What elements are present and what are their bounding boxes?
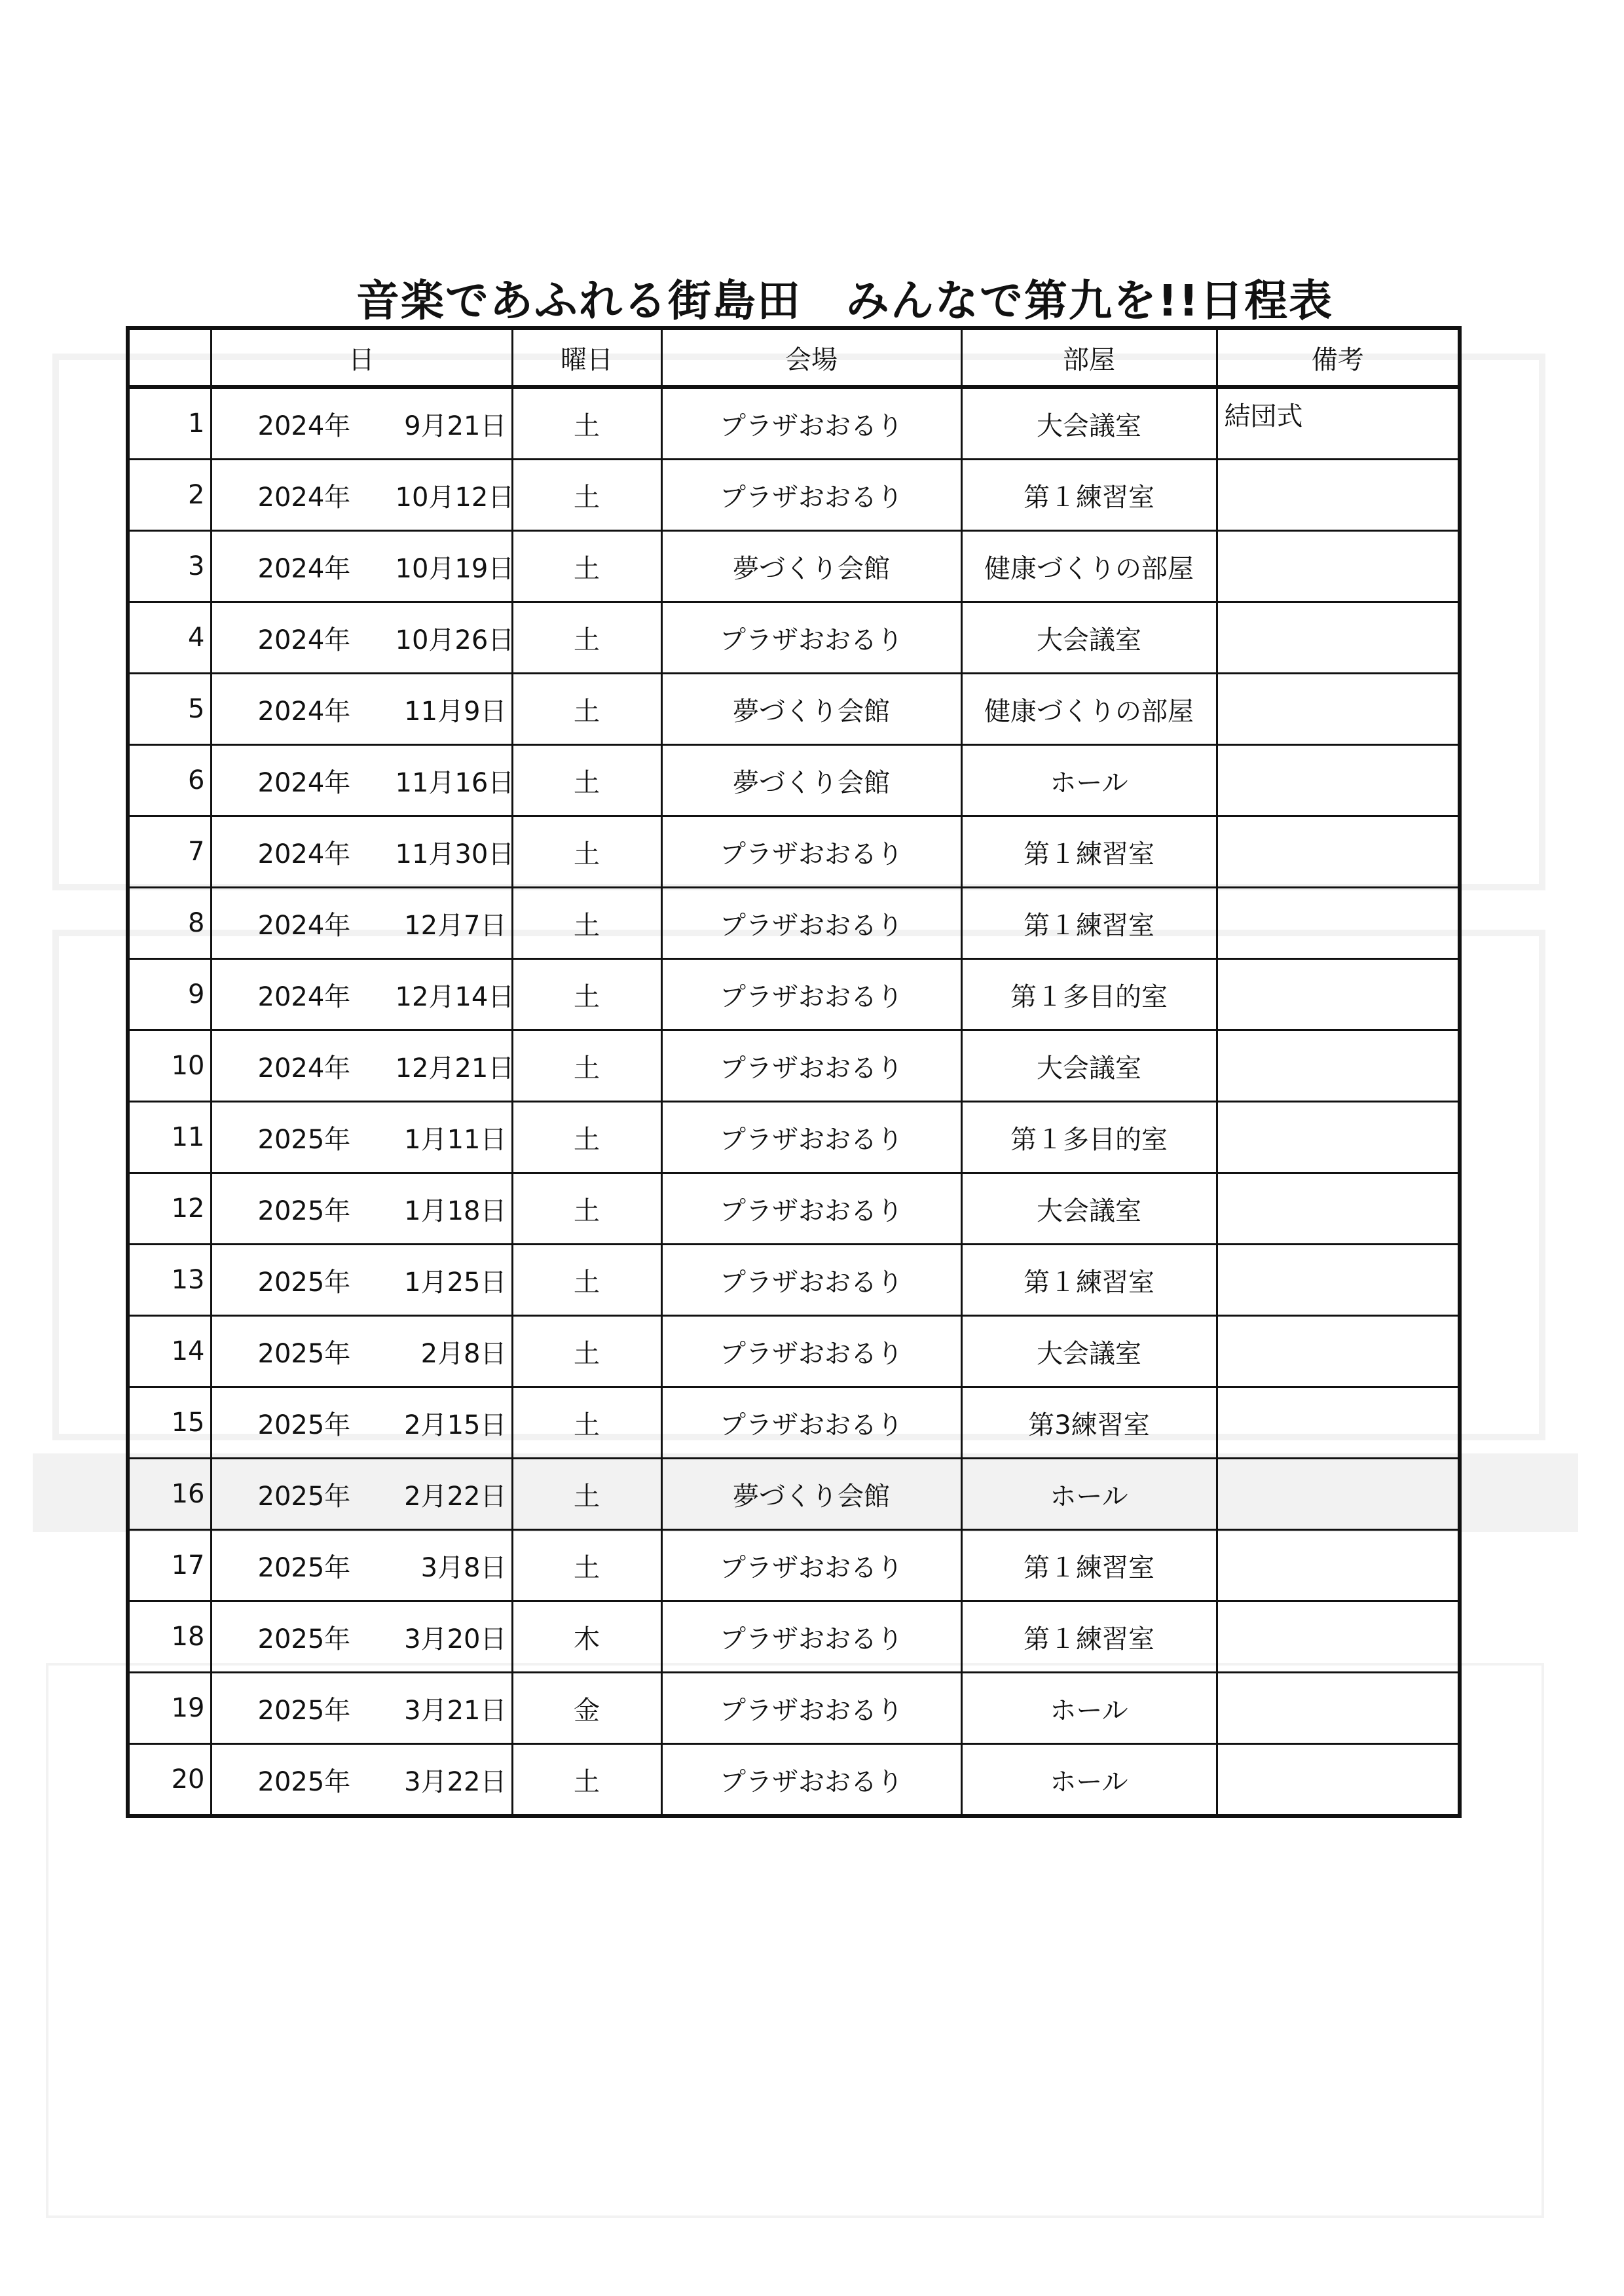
row-venue: プラザおおるり <box>661 1387 961 1459</box>
row-month-day: 3月20日 <box>404 1624 507 1654</box>
row-date <box>211 1316 512 1387</box>
header-number <box>128 328 211 387</box>
row-room: 大会議室 <box>961 387 1217 460</box>
row-year: 2025年 <box>257 1552 351 1583</box>
table-row <box>128 1387 1460 1459</box>
row-venue: プラザおおるり <box>661 1102 961 1173</box>
row-note <box>1217 1316 1460 1387</box>
row-year: 2024年 <box>257 410 351 441</box>
row-note <box>1217 1459 1460 1530</box>
row-year: 2025年 <box>257 1410 351 1440</box>
table-row <box>128 1173 1460 1245</box>
row-room: ホール <box>961 1744 1217 1817</box>
row-date <box>211 1030 515 1102</box>
row-number: 4 <box>128 602 211 674</box>
row-venue: プラザおおるり <box>661 1673 961 1744</box>
row-weekday: 土 <box>512 674 661 745</box>
row-weekday: 土 <box>512 1387 661 1459</box>
table-row <box>128 387 1460 460</box>
table-row <box>128 602 1460 674</box>
row-venue: プラザおおるり <box>661 959 961 1030</box>
row-date <box>211 745 515 816</box>
header-venue: 会場 <box>661 328 961 387</box>
row-room: 第3練習室 <box>961 1387 1217 1459</box>
row-note: 結団式 <box>1217 387 1460 460</box>
row-venue: プラザおおるり <box>661 816 961 888</box>
row-month-day: 3月21日 <box>404 1695 507 1726</box>
header-note: 備考 <box>1217 328 1460 387</box>
row-month-day: 11月16日 <box>395 767 515 798</box>
row-number: 20 <box>128 1744 211 1817</box>
row-month-day: 3月8日 <box>420 1552 507 1583</box>
row-weekday: 土 <box>512 1102 661 1173</box>
page-title: 音楽であふれる街島田 みんなで第九を!!日程表 <box>356 276 1334 327</box>
row-date <box>211 387 512 460</box>
row-year: 2024年 <box>257 910 351 941</box>
row-note <box>1217 674 1460 745</box>
row-month-day: 3月22日 <box>404 1766 507 1797</box>
row-month-day: 12月14日 <box>395 981 515 1012</box>
row-weekday: 土 <box>512 460 661 531</box>
table-row <box>128 1744 1460 1817</box>
row-number: 17 <box>128 1530 211 1601</box>
row-room: ホール <box>961 745 1217 816</box>
header-date: 日 <box>211 328 512 387</box>
row-venue: プラザおおるり <box>661 387 961 460</box>
row-date <box>211 959 515 1030</box>
row-venue: プラザおおるり <box>661 1744 961 1817</box>
row-note <box>1217 888 1460 959</box>
row-number: 9 <box>128 959 211 1030</box>
row-year: 2024年 <box>257 625 351 655</box>
row-year: 2024年 <box>257 1053 351 1084</box>
row-weekday: 土 <box>512 816 661 888</box>
row-note <box>1217 1387 1460 1459</box>
table-row <box>128 816 1460 888</box>
row-weekday: 土 <box>512 531 661 602</box>
row-note <box>1217 1744 1460 1817</box>
row-year: 2025年 <box>257 1124 351 1155</box>
row-room: 第１練習室 <box>961 1530 1217 1601</box>
row-number: 13 <box>128 1245 211 1316</box>
row-venue: 夢づくり会館 <box>661 674 961 745</box>
table-header-row <box>128 328 1460 387</box>
table-row <box>128 959 1460 1030</box>
row-month-day: 2月15日 <box>404 1410 507 1440</box>
row-number: 11 <box>128 1102 211 1173</box>
row-room: 大会議室 <box>961 1316 1217 1387</box>
row-date <box>211 1601 512 1673</box>
row-weekday: 土 <box>512 387 661 460</box>
row-year: 2025年 <box>257 1338 351 1369</box>
row-number: 1 <box>128 387 211 460</box>
table-row <box>128 1030 1460 1102</box>
row-weekday: 土 <box>512 745 661 816</box>
row-year: 2025年 <box>257 1195 351 1226</box>
schedule-rows <box>128 387 1460 1816</box>
row-month-day: 11月9日 <box>404 696 507 727</box>
row-note <box>1217 959 1460 1030</box>
row-room: 大会議室 <box>961 602 1217 674</box>
row-venue: プラザおおるり <box>661 1245 961 1316</box>
row-room: 健康づくりの部屋 <box>961 674 1217 745</box>
row-month-day: 10月26日 <box>395 625 515 655</box>
row-number: 3 <box>128 531 211 602</box>
row-date <box>211 460 515 531</box>
row-date <box>211 816 515 888</box>
row-room: 第１練習室 <box>961 888 1217 959</box>
row-month-day: 2月22日 <box>404 1481 507 1512</box>
table-row <box>128 888 1460 959</box>
row-year: 2024年 <box>257 482 351 513</box>
row-number: 16 <box>128 1459 211 1530</box>
row-note <box>1217 1245 1460 1316</box>
row-month-day: 1月25日 <box>404 1267 507 1298</box>
row-weekday: 木 <box>512 1601 661 1673</box>
row-room: 大会議室 <box>961 1173 1217 1245</box>
row-number: 15 <box>128 1387 211 1459</box>
row-venue: プラザおおるり <box>661 888 961 959</box>
row-number: 8 <box>128 888 211 959</box>
row-year: 2024年 <box>257 767 351 798</box>
row-note <box>1217 1530 1460 1601</box>
row-note <box>1217 1601 1460 1673</box>
row-month-day: 12月7日 <box>404 910 507 941</box>
row-room: ホール <box>961 1673 1217 1744</box>
row-year: 2024年 <box>257 839 351 869</box>
row-note <box>1217 745 1460 816</box>
row-room: 第１練習室 <box>961 460 1217 531</box>
row-month-day: 2月8日 <box>420 1338 507 1369</box>
row-weekday: 土 <box>512 888 661 959</box>
row-date <box>211 1744 512 1817</box>
table-row <box>128 674 1460 745</box>
row-room: 第１練習室 <box>961 1601 1217 1673</box>
row-weekday: 土 <box>512 1459 661 1530</box>
row-note <box>1217 816 1460 888</box>
row-date <box>211 1245 512 1316</box>
header-weekday: 曜日 <box>512 328 661 387</box>
row-weekday: 土 <box>512 1316 661 1387</box>
row-weekday: 金 <box>512 1673 661 1744</box>
row-year: 2025年 <box>257 1695 351 1726</box>
row-month-day: 9月21日 <box>404 410 507 441</box>
row-month-day: 10月12日 <box>395 482 515 513</box>
row-note <box>1217 531 1460 602</box>
row-room: 第１多目的室 <box>961 1102 1217 1173</box>
row-venue: 夢づくり会館 <box>661 1459 961 1530</box>
row-number: 12 <box>128 1173 211 1245</box>
row-weekday: 土 <box>512 959 661 1030</box>
row-venue: プラザおおるり <box>661 1173 961 1245</box>
row-weekday: 土 <box>512 602 661 674</box>
row-date <box>211 1173 512 1245</box>
table-row <box>128 1102 1460 1173</box>
row-date <box>211 602 515 674</box>
row-venue: プラザおおるり <box>661 1530 961 1601</box>
row-date <box>211 1459 512 1530</box>
row-venue: プラザおおるり <box>661 460 961 531</box>
row-room: 第１多目的室 <box>961 959 1217 1030</box>
row-weekday: 土 <box>512 1173 661 1245</box>
row-number: 19 <box>128 1673 211 1744</box>
row-note <box>1217 1173 1460 1245</box>
row-month-day: 11月30日 <box>395 839 515 869</box>
row-venue: 夢づくり会館 <box>661 531 961 602</box>
table-row <box>128 1530 1460 1601</box>
table-row <box>128 1316 1460 1387</box>
row-room: 大会議室 <box>961 1030 1217 1102</box>
row-venue: プラザおおるり <box>661 1030 961 1102</box>
row-note <box>1217 1673 1460 1744</box>
row-date <box>211 674 512 745</box>
row-weekday: 土 <box>512 1245 661 1316</box>
row-month-day: 1月11日 <box>404 1124 507 1155</box>
row-date <box>211 1530 512 1601</box>
row-date <box>211 1673 512 1744</box>
schedule-table <box>126 326 1462 1818</box>
table-row <box>128 1245 1460 1316</box>
row-year: 2025年 <box>257 1766 351 1797</box>
row-room: ホール <box>961 1459 1217 1530</box>
header-room: 部屋 <box>961 328 1217 387</box>
row-number: 6 <box>128 745 211 816</box>
row-year: 2025年 <box>257 1624 351 1654</box>
row-note <box>1217 460 1460 531</box>
row-room: 健康づくりの部屋 <box>961 531 1217 602</box>
row-year: 2024年 <box>257 553 351 584</box>
table-row <box>128 1459 1460 1530</box>
row-weekday: 土 <box>512 1744 661 1817</box>
row-venue: プラザおおるり <box>661 1601 961 1673</box>
row-year: 2025年 <box>257 1267 351 1298</box>
row-month-day: 10月19日 <box>395 553 515 584</box>
row-month-day: 12月21日 <box>395 1053 515 1084</box>
table-row <box>128 1673 1460 1744</box>
row-year: 2025年 <box>257 1481 351 1512</box>
row-date <box>211 1387 512 1459</box>
row-month-day: 1月18日 <box>404 1195 507 1226</box>
row-number: 18 <box>128 1601 211 1673</box>
row-note <box>1217 1030 1460 1102</box>
row-weekday: 土 <box>512 1030 661 1102</box>
row-number: 14 <box>128 1316 211 1387</box>
row-room: 第１練習室 <box>961 1245 1217 1316</box>
row-number: 10 <box>128 1030 211 1102</box>
table-row <box>128 531 1460 602</box>
row-note <box>1217 602 1460 674</box>
row-note <box>1217 1102 1460 1173</box>
row-weekday: 土 <box>512 1530 661 1601</box>
row-venue: 夢づくり会館 <box>661 745 961 816</box>
table-row <box>128 460 1460 531</box>
row-number: 7 <box>128 816 211 888</box>
row-number: 2 <box>128 460 211 531</box>
row-date <box>211 531 515 602</box>
table-row <box>128 745 1460 816</box>
row-year: 2024年 <box>257 696 351 727</box>
row-date <box>211 1102 512 1173</box>
table-row <box>128 1601 1460 1673</box>
row-number: 5 <box>128 674 211 745</box>
row-room: 第１練習室 <box>961 816 1217 888</box>
row-date <box>211 888 512 959</box>
row-venue: プラザおおるり <box>661 602 961 674</box>
row-year: 2024年 <box>257 981 351 1012</box>
row-venue: プラザおおるり <box>661 1316 961 1387</box>
